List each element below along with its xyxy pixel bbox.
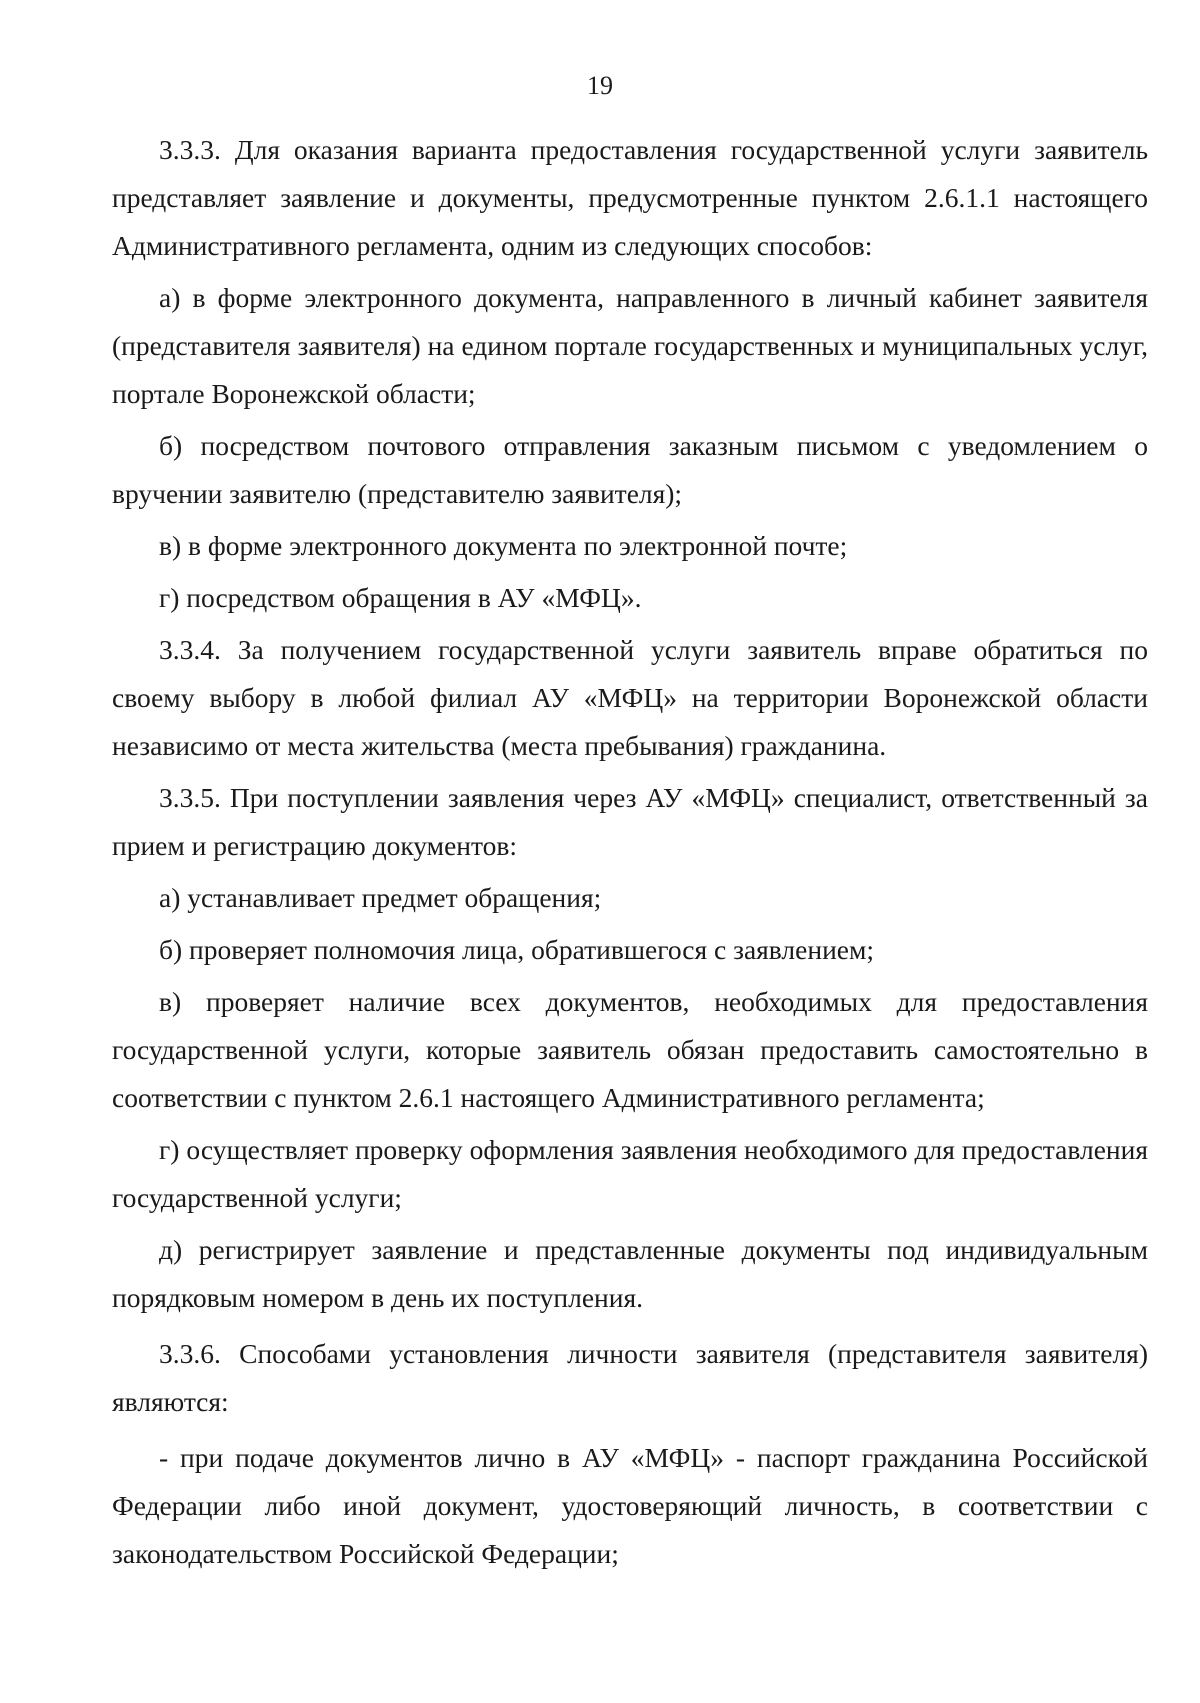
page-number: 19 [587, 71, 613, 100]
list-item-g-form-check: г) осуществляет проверку оформления заявления необходимого для предоставления государственной услуги; [112, 1134, 1148, 1213]
list-item-b-postal: б) посредством почтового отправления заказным письмом с уведомлением о вручении заявителю (представителю заявителя); [112, 430, 1148, 509]
list-item-v-documents-check: в) проверяет наличие всех документов, необходимых для предоставления государственной услуги, которые заявитель обязан предоставить самостоятельно в соответствии с пунктом 2.6.1 настоящего Административного регламента; [112, 986, 1148, 1113]
list-item-d-registration: д) регистрирует заявление и представленные документы под индивидуальным порядковым номером в день их поступления. [112, 1234, 1148, 1313]
list-item-a-electronic-portal: а) в форме электронного документа, направленного в личный кабинет заявителя (представителя заявителя) на едином портале государственных и муниципальных услуг, портале Воронежской области; [112, 282, 1148, 409]
list-item-a-subject: а) устанавливает предмет обращения; [159, 882, 602, 913]
list-item-dash-passport: - при подаче документов лично в АУ «МФЦ» - паспорт гражданина Российской Федерации либо иной документ, удостоверяющий личность, в соответствии с законодательством Российской Федерации; [112, 1442, 1148, 1569]
list-item-g-mfc: г) посредством обращения в АУ «МФЦ». [159, 582, 642, 613]
paragraph-3-3-4: 3.3.4. За получением государственной услуги заявитель вправе обратиться по своему выбору в любой филиал АУ «МФЦ» на территории Воронежской области независимо от места жительства (места пребывания) гражданина. [112, 634, 1148, 761]
list-item-v-email: в) в форме электронного документа по электронной почте; [159, 530, 848, 561]
paragraph-3-3-3: 3.3.3. Для оказания варианта предоставления государственной услуги заявитель представляет заявление и документы, предусмотренные пунктом 2.6.1.1 настоящего Административного регламента, одним из следующих способов: [112, 134, 1148, 261]
document-body [112, 126, 1148, 1582]
list-item-b-authority: б) проверяет полномочия лица, обратившегося с заявлением; [159, 934, 875, 965]
paragraph-3-3-6: 3.3.6. Способами установления личности заявителя (представителя заявителя) являются: [112, 1338, 1148, 1417]
paragraph-3-3-5: 3.3.5. При поступлении заявления через АУ «МФЦ» специалист, ответственный за прием и регистрацию документов: [112, 782, 1148, 861]
